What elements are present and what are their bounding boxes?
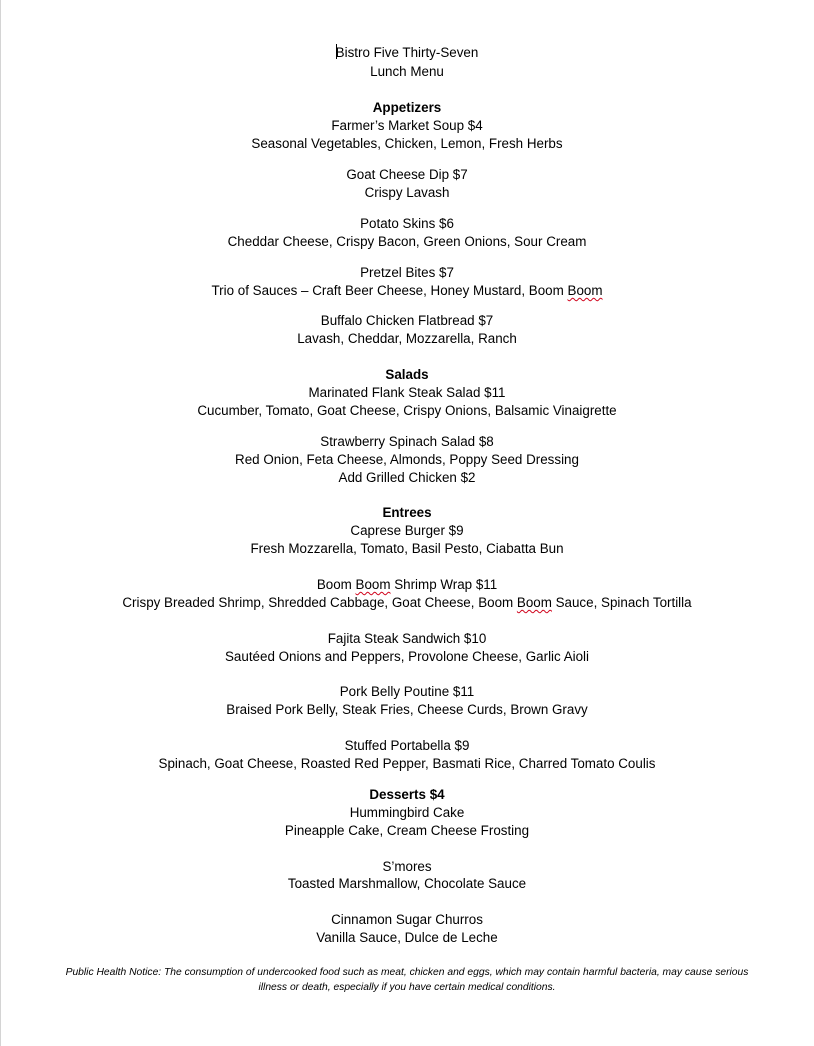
- menu-item-description: Pineapple Cake, Cream Cheese Frosting: [284, 823, 530, 838]
- description-text: Trio of Sauces – Craft Beer Cheese, Honey Mustard, Boom: [211, 283, 568, 298]
- menu-item-description: [0, 594, 814, 612]
- section-heading-entrees: Entrees: [382, 505, 432, 520]
- menu-item-description: Fresh Mozzarella, Tomato, Basil Pesto, Ciabatta Bun: [250, 541, 564, 556]
- spelling-flag[interactable]: Boom: [516, 595, 552, 610]
- menu-item-addon: Add Grilled Chicken $2: [338, 470, 476, 485]
- menu-item-title: Pork Belly Poutine $11: [339, 684, 475, 699]
- description-text: Sauce, Spinach Tortilla: [551, 595, 692, 610]
- spelling-flag[interactable]: Boom: [355, 577, 391, 592]
- menu-item-description: Seasonal Vegetables, Chicken, Lemon, Fresh Herbs: [251, 136, 563, 151]
- menu-item-description: Braised Pork Belly, Steak Fries, Cheese Curds, Brown Gravy: [226, 702, 588, 717]
- menu-item-title: Fajita Steak Sandwich $10: [327, 631, 487, 646]
- menu-item-title: Strawberry Spinach Salad $8: [320, 434, 494, 449]
- menu-item-description: Red Onion, Feta Cheese, Almonds, Poppy Seed Dressing: [235, 452, 579, 467]
- menu-item-title: Hummingbird Cake: [349, 805, 465, 820]
- menu-item-title: Marinated Flank Steak Salad $11: [308, 385, 506, 400]
- section-heading-desserts: Desserts $4: [369, 787, 445, 802]
- menu-item-title: S’mores: [382, 859, 432, 874]
- menu-item-title: Pretzel Bites $7: [360, 265, 454, 280]
- menu-item-title: Cinnamon Sugar Churros: [331, 912, 483, 927]
- description-text: Crispy Breaded Shrimp, Shredded Cabbage, Goat Cheese, Boom: [122, 595, 517, 610]
- menu-item-title: [0, 576, 814, 594]
- title-text: Boom: [316, 577, 356, 592]
- menu-item-title: Buffalo Chicken Flatbread $7: [320, 313, 494, 328]
- menu-item-title: Farmer’s Market Soup $4: [331, 118, 483, 133]
- menu-title: Lunch Menu: [370, 64, 444, 79]
- menu-item-title: Caprese Burger $9: [350, 523, 464, 538]
- menu-item-description: Sautéed Onions and Peppers, Provolone Cheese, Garlic Aioli: [225, 649, 589, 664]
- section-heading-salads: Salads: [385, 367, 429, 382]
- menu-item-description: [0, 282, 814, 300]
- restaurant-name-line: [0, 44, 814, 62]
- menu-item-title: Stuffed Portabella $9: [344, 738, 470, 753]
- menu-item-description: Crispy Lavash: [364, 185, 450, 200]
- menu-item-description: Lavash, Cheddar, Mozzarella, Ranch: [297, 331, 517, 346]
- menu-item-description: Cucumber, Tomato, Goat Cheese, Crispy Onions, Balsamic Vinaigrette: [197, 403, 617, 418]
- public-health-notice: Public Health Notice: The consumption of undercooked food such as meat, chicken and eggs, which may contain harmful bacteria, may cause serious illness or death, especially if you have certain medical conditions.: [65, 967, 749, 993]
- menu-item-description: Cheddar Cheese, Crispy Bacon, Green Onions, Sour Cream: [227, 234, 587, 249]
- menu-item-description: Vanilla Sauce, Dulce de Leche: [316, 930, 498, 945]
- section-heading-appetizers: Appetizers: [372, 100, 442, 115]
- spelling-flag[interactable]: Boom: [567, 283, 603, 298]
- title-text: Shrimp Wrap $11: [390, 577, 498, 592]
- menu-item-title: Goat Cheese Dip $7: [346, 167, 468, 182]
- menu-item-description: Toasted Marshmallow, Chocolate Sauce: [287, 876, 527, 891]
- menu-item-description: Spinach, Goat Cheese, Roasted Red Pepper, Basmati Rice, Charred Tomato Coulis: [158, 756, 656, 771]
- menu-item-title: Potato Skins $6: [360, 216, 454, 231]
- restaurant-name: Bistro Five Thirty-Seven: [335, 45, 479, 60]
